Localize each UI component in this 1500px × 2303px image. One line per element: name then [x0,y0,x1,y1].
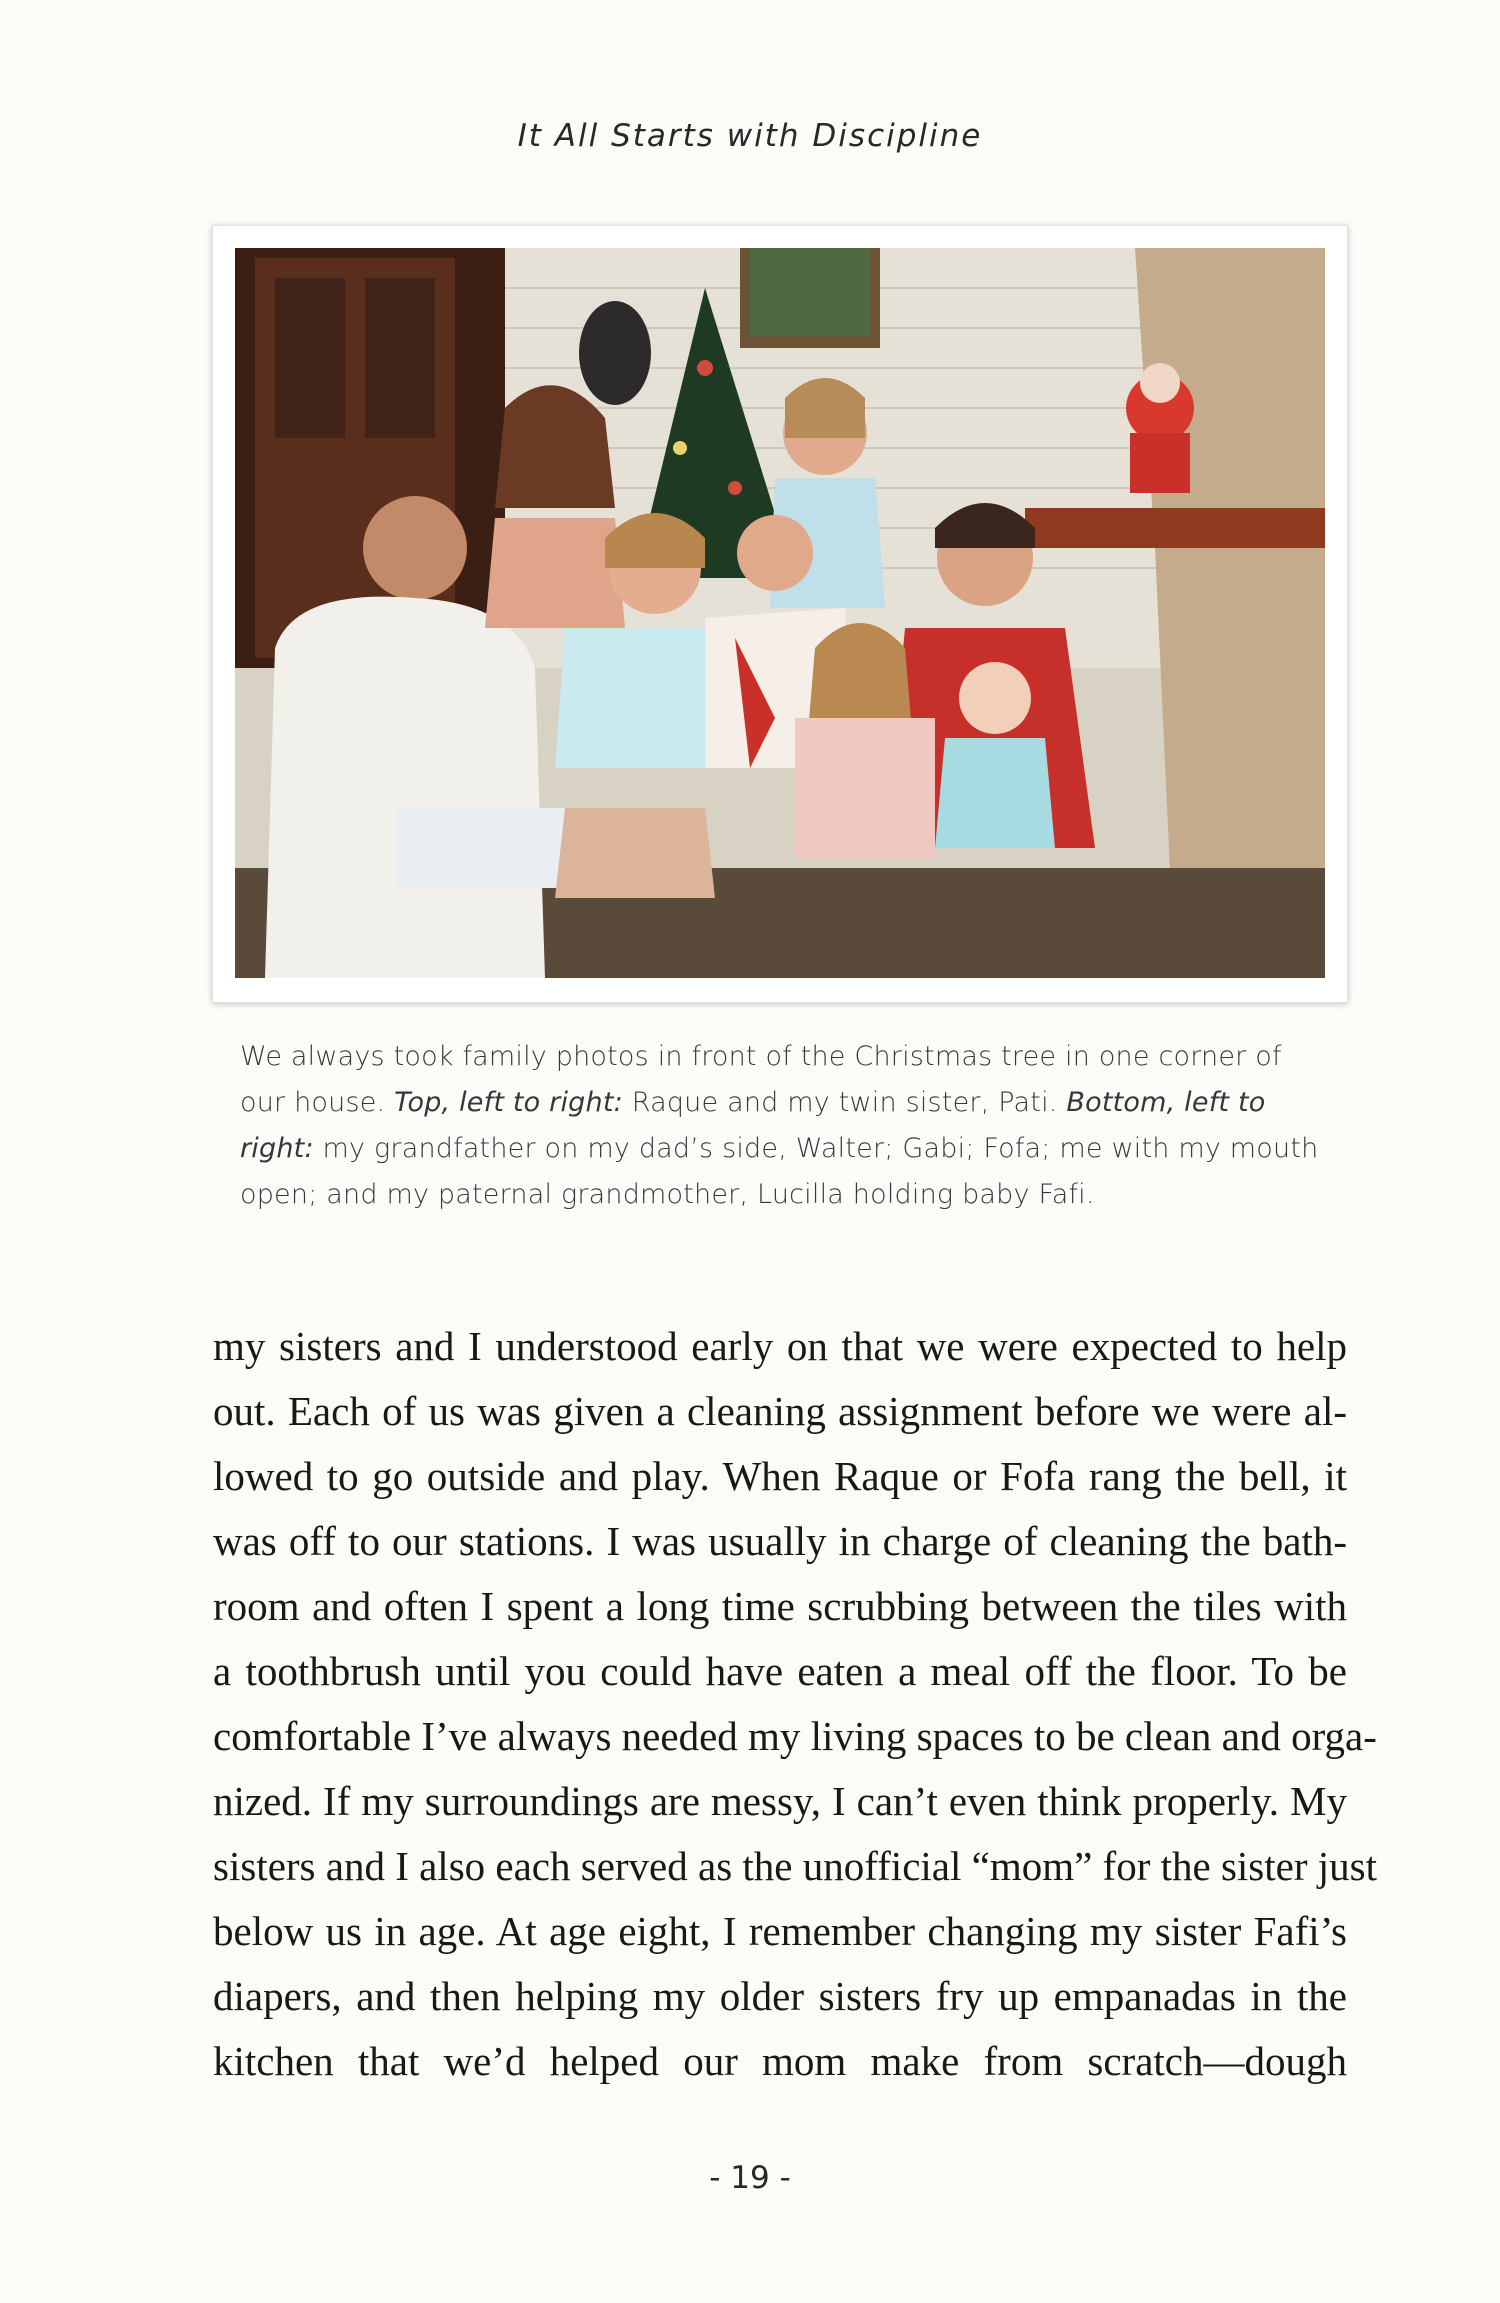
body-line: lowed to go outside and play. When Raque or Fofa rang the bell, it [213,1453,1347,1499]
caption-bottom-text: my grandfather on my dad’s side, Walter; Gabi; Fofa; me with my mouth open; and my paternal grandmother, Lucilla holding baby Fafi. [240,1133,1319,1210]
body-line: room and often I spent a long time scrubbing between the tiles with [213,1583,1347,1629]
photo-caption [240,1034,1320,1218]
body-line: out. Each of us was given a cleaning assignment before we were al- [213,1388,1347,1434]
caption-top-label: Top, left to right: [394,1087,623,1118]
family-photo [235,248,1325,978]
body-line: a toothbrush until you could have eaten a meal off the floor. To be [213,1648,1347,1694]
caption-top-text: Raque and my twin sister, Pati. [631,1087,1058,1118]
body-line: sisters and I also each served as the unofficial “mom” for the sister just [213,1843,1377,1889]
photo-frame [212,225,1348,1003]
body-line: diapers, and then helping my older sisters fry up empanadas in the [213,1973,1347,2019]
body-line: nized. If my surroundings are messy, I can’t even think properly. My [213,1778,1347,1824]
body-line: comfortable I’ve always needed my living spaces to be clean and orga- [213,1713,1377,1759]
family-photo-illustration [235,248,1325,978]
body-line: was off to our stations. I was usually in charge of cleaning the bath- [213,1518,1347,1564]
caption-bottom-label: Bottom, left to right: [240,1087,1266,1164]
running-head: It All Starts with Discipline [517,118,983,154]
body-line: below us in age. At age eight, I remember changing my sister Fafi’s [213,1908,1347,1954]
caption-lead: We always took family photos in front of the Christmas tree in one corner of our house. [240,1041,1282,1118]
page-number: - 19 - [709,2160,791,2196]
body-text [213,1314,1377,2094]
body-line: kitchen that we’d helped our mom make from scratch—dough [213,2038,1347,2084]
body-line: my sisters and I understood early on that we were expected to help [213,1323,1347,1369]
